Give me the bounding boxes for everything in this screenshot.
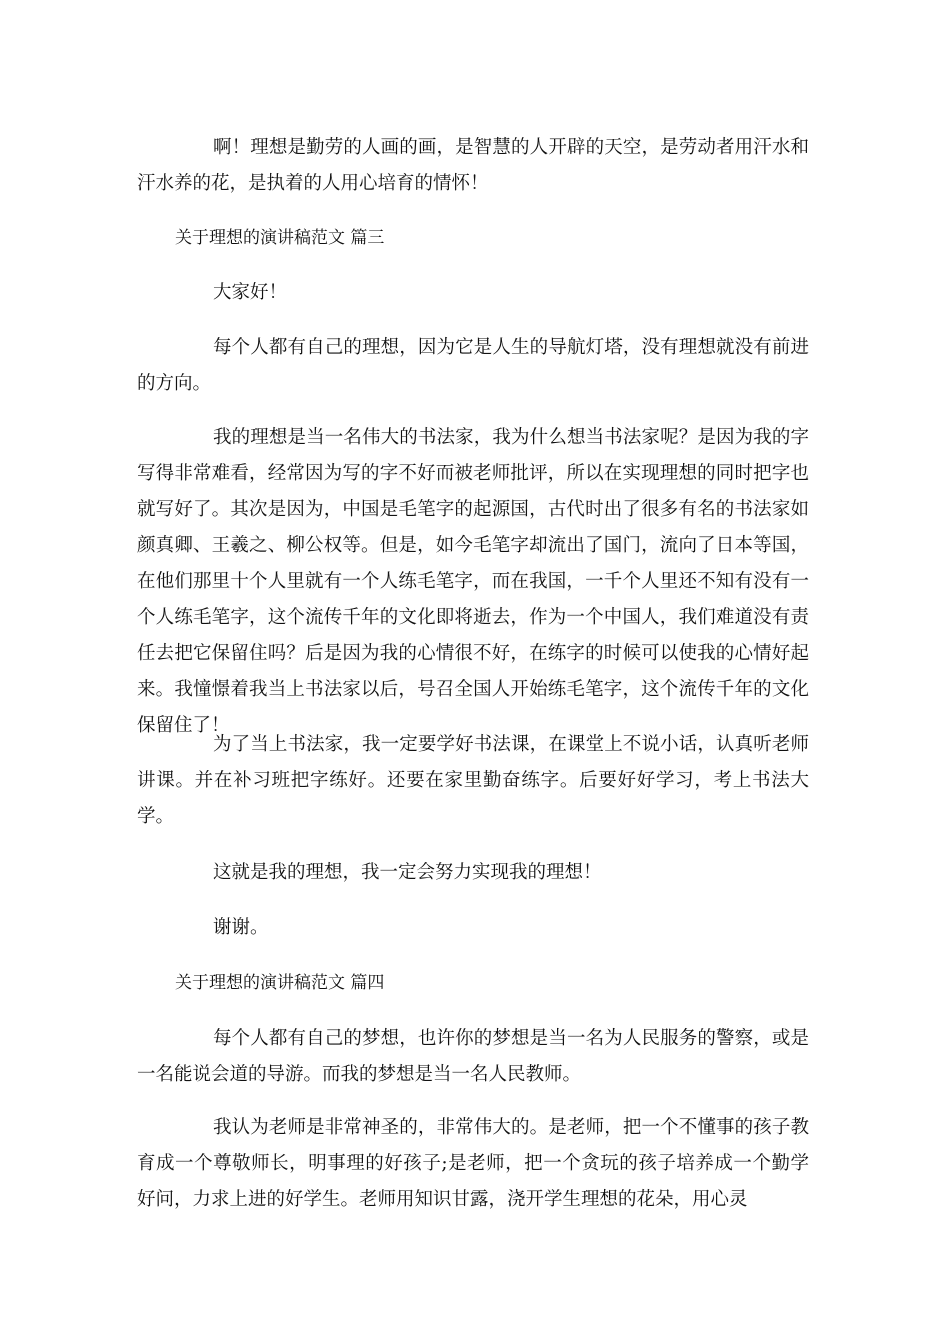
paragraph-ideal-summary: 啊！理想是勤劳的人画的画，是智慧的人开辟的天空，是劳动者用汗水和汗水养的花，是执着的人用心培育的情怀！ [137, 137, 809, 194]
paragraph-thanks: 谢谢。 [213, 917, 269, 938]
paragraph-conclusion: 这就是我的理想，我一定会努力实现我的理想！ [213, 862, 602, 883]
paragraph-teacher: 我认为老师是非常神圣的，非常伟大的。是老师，把一个不懂事的孩子教育成一个尊敬师长，明事理的好孩子;是老师，把一个贪玩的孩子培养成一个勤学好问，力求上进的好学生。老师用知识甘露，浇开学生理想的花朵，用心灵 [137, 1117, 809, 1210]
paragraph-dream: 每个人都有自己的梦想，也许你的梦想是当一名为人民服务的警察，或是一名能说会道的导游。而我的梦想是当一名人民教师。 [137, 1028, 809, 1085]
paragraph-calligrapher: 我的理想是当一名伟大的书法家，我为什么想当书法家呢？是因为我的字写得非常难看，经常因为写的字不好而被老师批评，所以在实现理想的同时把字也就写好了。其次是因为，中国是毛笔字的起源国，古代时出了很多有名的书法家如颜真卿、王羲之、柳公权等。但是，如今毛笔字却流出了国门，流向了日本等国，在他们那里十个人里就有一个人练毛笔字，而在我国，一千个人里还不知有没有一个人练毛笔字，这个流传千年的文化即将逝去，作为一个中国人，我们难道没有责任去把它保留住吗？后是因为我的心情很不好，在练字的时候可以使我的心情好起来。我憧憬着我当上书法家以后，号召全国人开始练毛笔字，这个流传千年的文化保留住了！ [137, 427, 809, 736]
paragraph-plan: 为了当上书法家，我一定要学好书法课，在课堂上不说小话，认真听老师讲课。并在补习班把字练好。还要在家里勤奋练字。后要好好学习，考上书法大学。 [137, 734, 809, 827]
paragraph-intro: 每个人都有自己的理想，因为它是人生的导航灯塔，没有理想就没有前进的方向。 [137, 337, 809, 394]
section-heading-3: 关于理想的演讲稿范文 篇三 [175, 228, 385, 248]
paragraph-greeting: 大家好！ [213, 282, 288, 303]
section-heading-4: 关于理想的演讲稿范文 篇四 [175, 973, 385, 993]
